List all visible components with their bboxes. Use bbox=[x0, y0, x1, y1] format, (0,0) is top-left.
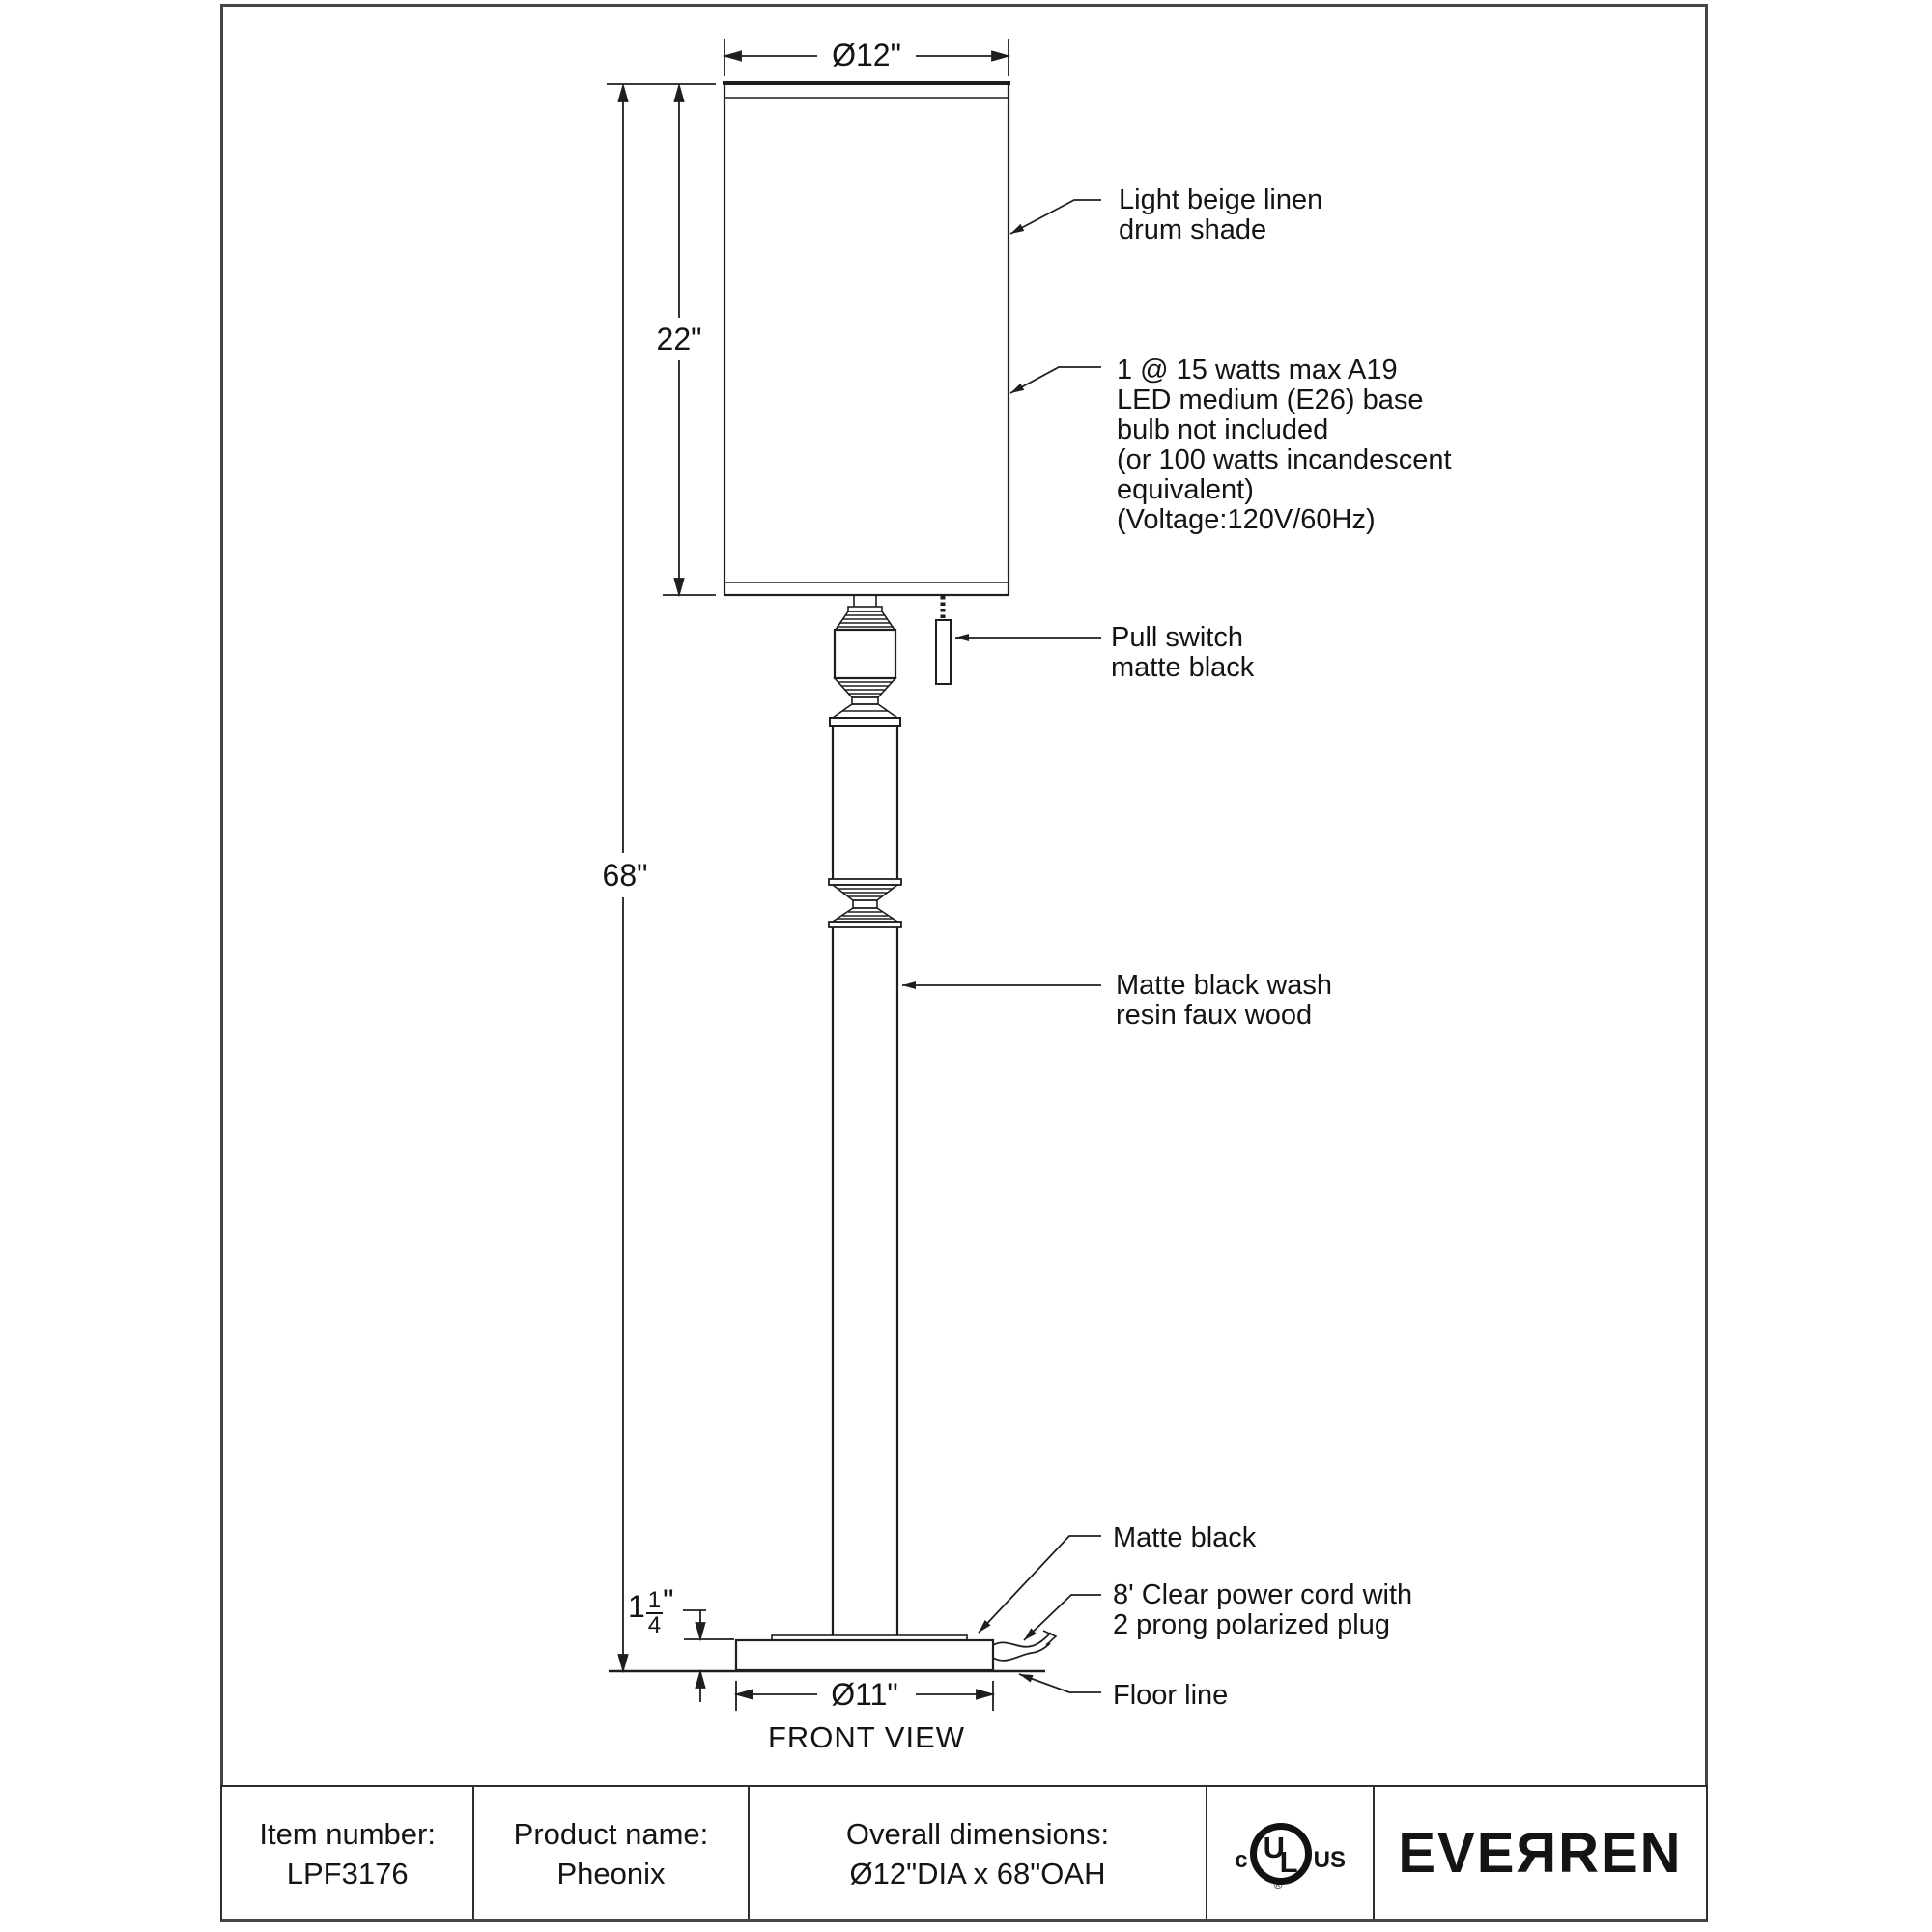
base-height-numerator: 1 bbox=[647, 1587, 662, 1613]
item-number-value: LPF3176 bbox=[286, 1856, 409, 1890]
dim-label-base-diameter: Ø11" bbox=[828, 1679, 900, 1710]
title-block bbox=[220, 1785, 1708, 1922]
label-pole-line2: resin faux wood bbox=[1116, 1000, 1313, 1031]
label-cord-line1: 8' Clear power cord with bbox=[1113, 1579, 1413, 1610]
item-number-label: Item number: bbox=[259, 1816, 436, 1851]
dim-label-shade-height: 22" bbox=[654, 324, 705, 355]
ul-mark-l: L bbox=[1279, 1844, 1298, 1879]
ul-mark-c: c bbox=[1235, 1847, 1248, 1873]
label-bulb-line2: LED medium (E26) base bbox=[1117, 384, 1424, 415]
ul-mark-u: U bbox=[1263, 1830, 1286, 1864]
leader-floor bbox=[1019, 1674, 1101, 1692]
title-block-overall-dimensions bbox=[750, 1787, 1208, 1919]
title-block-brand bbox=[1375, 1787, 1706, 1919]
label-bulb-line6: (Voltage:120V/60Hz) bbox=[1117, 504, 1376, 535]
label-shade-line1: Light beige linen bbox=[1119, 185, 1323, 215]
ul-mark-registered: ® bbox=[1273, 1877, 1283, 1891]
label-bulb-line3: bulb not included bbox=[1117, 414, 1329, 445]
label-pull-switch-line2: matte black bbox=[1111, 652, 1255, 683]
base-height-denominator: 4 bbox=[647, 1612, 662, 1638]
label-bulb-line4: (or 100 watts incandescent bbox=[1117, 444, 1452, 475]
ul-listing-mark-icon bbox=[1235, 1823, 1346, 1891]
label-shade-line2: drum shade bbox=[1119, 214, 1267, 245]
label-base-finish-line1: Matte black bbox=[1113, 1522, 1257, 1553]
lamp-pole bbox=[829, 726, 901, 1635]
dim-label-overall-height: 68" bbox=[600, 860, 651, 891]
leader-cord bbox=[1024, 1595, 1101, 1640]
product-name-value: Pheonix bbox=[556, 1856, 666, 1890]
label-cord bbox=[1113, 1580, 1412, 1640]
brand-logo: EVEЯREN bbox=[1398, 1822, 1683, 1885]
base-height-whole: 1 bbox=[628, 1589, 645, 1624]
overall-dimensions-value: Ø12"DIA x 68"OAH bbox=[849, 1856, 1106, 1890]
lamp-base bbox=[736, 1635, 993, 1670]
view-label: FRONT VIEW bbox=[767, 1720, 966, 1754]
leader-shade bbox=[1010, 200, 1101, 234]
overall-dimensions-label: Overall dimensions: bbox=[845, 1816, 1110, 1851]
label-floor bbox=[1113, 1681, 1228, 1711]
dim-label-base-height bbox=[628, 1583, 674, 1638]
label-bulb-line1: 1 @ 15 watts max A19 bbox=[1117, 355, 1398, 385]
label-shade bbox=[1119, 185, 1322, 245]
drum-shade-outline bbox=[723, 83, 1010, 595]
ul-mark-circle bbox=[1250, 1823, 1312, 1891]
ul-mark-us: US bbox=[1313, 1847, 1346, 1873]
label-bulb-line5: equivalent) bbox=[1117, 474, 1254, 505]
base-height-unit: " bbox=[663, 1583, 674, 1618]
pull-switch-chain bbox=[936, 596, 951, 684]
label-cord-line2: 2 prong polarized plug bbox=[1113, 1609, 1390, 1640]
title-block-ul-cell bbox=[1208, 1787, 1375, 1919]
power-cord bbox=[993, 1631, 1056, 1661]
leader-base-finish bbox=[979, 1536, 1101, 1633]
hourglass-joint bbox=[833, 885, 897, 922]
label-pole bbox=[1116, 971, 1332, 1031]
label-base-finish bbox=[1113, 1523, 1256, 1553]
label-pole-line1: Matte black wash bbox=[1116, 970, 1333, 1001]
dim-label-shade-diameter: Ø12" bbox=[829, 40, 904, 71]
label-pull-switch bbox=[1111, 623, 1254, 683]
finial-urn bbox=[830, 595, 900, 726]
label-floor-line1: Floor line bbox=[1113, 1680, 1229, 1711]
label-bulb bbox=[1117, 355, 1452, 535]
label-pull-switch-line1: Pull switch bbox=[1111, 622, 1243, 653]
leader-bulb bbox=[1010, 367, 1101, 393]
product-name-label: Product name: bbox=[513, 1816, 709, 1851]
title-block-product-name bbox=[474, 1787, 749, 1919]
dim-base-height bbox=[683, 1610, 734, 1702]
title-block-item-number bbox=[222, 1787, 474, 1919]
